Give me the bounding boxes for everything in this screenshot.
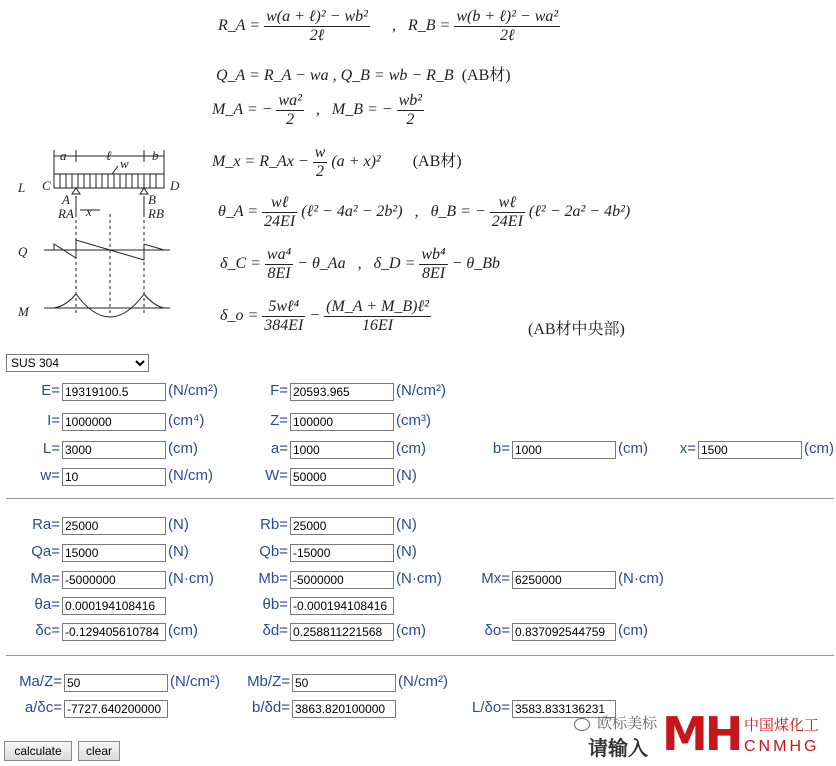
divider-2 [6,655,834,656]
L-unit: (cm) [168,440,198,457]
b-unit: (cm) [618,440,648,457]
row-l-label: L [18,180,26,195]
theta-b-output[interactable] [290,597,394,615]
Mx-output[interactable] [512,571,616,589]
clear-button[interactable]: clear [78,741,120,761]
Ma-unit: (N·cm) [168,570,214,587]
Z-label: Z= [270,412,288,429]
brand-logo-en: CNMHG [744,738,820,755]
formula-qa-qb: Q_A = R_A − wa , Q_B = wb − R_B (AB材) [216,67,511,84]
brand-logo-cn: 中国煤化工 [744,717,820,734]
a-unit: (cm) [396,440,426,457]
theta-a-label: θa= [34,596,60,613]
wechat-watermark: 欧标美标 [574,712,657,733]
F-label: F= [270,382,288,399]
I-label: I= [47,412,60,429]
mb-z-label: Mb/Z= [247,673,290,690]
delta-d-label: δd= [262,622,288,639]
beam-diagram [14,144,184,334]
point-b-label: B [148,192,156,207]
row-m-label: M [18,304,29,319]
w-unit: (N/cm) [168,467,213,484]
Rb-unit: (N) [396,516,417,533]
point-c-label: C [42,178,51,193]
theta-b-label: θb= [262,596,288,613]
wechat-icon [574,718,590,731]
brand-logo-mh: MH [662,707,741,761]
Rb-label: Rb= [260,516,288,533]
delta-o-output[interactable] [512,623,616,641]
delta-c-output[interactable] [62,623,166,641]
Ra-label: Ra= [32,516,60,533]
x-label: x= [679,440,696,457]
b-input[interactable] [512,441,616,459]
Qb-label: Qb= [259,543,288,560]
material-select[interactable] [6,354,149,372]
Ma-label: Ma= [30,570,60,587]
L-input[interactable] [62,441,166,459]
delta-d-unit: (cm) [396,622,426,639]
formula-rb: , R_B = $\frac{\text{w(b + ℓ)² − wa²}}{\text{2ℓ}}$ [392,8,559,44]
mb-z-output[interactable] [292,674,396,692]
reaction-a-label: RA [58,206,74,221]
ma-z-output[interactable] [64,674,168,692]
dim-l-label: ℓ [106,148,112,163]
row-q-label: Q [18,244,28,259]
delta-o-unit: (cm) [618,622,648,639]
W-input[interactable] [290,468,394,486]
point-d-label: D [170,178,180,193]
point-a-label: A [62,192,70,207]
Qb-output[interactable] [290,544,394,562]
b-label: b= [492,440,510,457]
I-unit: (cm⁴) [168,412,205,429]
load-w-label: w [120,156,129,171]
L-label: L= [42,440,60,457]
dim-b-label: b [152,148,159,163]
Mb-output[interactable] [290,571,394,589]
F-input[interactable] [290,383,394,401]
reaction-b-label: RB [148,206,164,221]
l-do-label: L/δo= [472,699,510,716]
divider-1 [6,498,834,499]
formula-ma-mb: M_A = − $\frac{\text{wa²}}{2}$ , M_B = − $\frac{\text{wb²}}{2}$ [212,92,423,128]
theta-a-output[interactable] [62,597,166,615]
E-label: E= [41,382,60,399]
dim-a-label: a [60,148,67,163]
delta-d-output[interactable] [290,623,394,641]
w-input[interactable] [62,468,166,486]
ma-z-label: Ma/Z= [19,673,62,690]
mb-z-unit: (N/cm²) [398,673,448,690]
Qa-label: Qa= [31,543,60,560]
Qa-unit: (N) [168,543,189,560]
x-dim-label: x [86,204,92,219]
Ra-unit: (N) [168,516,189,533]
E-input[interactable] [62,383,166,401]
formula-theta: θ_A = $\frac{\text{wℓ}}{24EI}$ (ℓ² − 4a² − 2b²) , θ_B = − $\frac{\text{wℓ}}{24EI}$ (ℓ² − 2a² − 4b²) [218,194,631,230]
Rb-output[interactable] [290,517,394,535]
Qb-unit: (N) [396,543,417,560]
x-input[interactable] [698,441,802,459]
Mb-unit: (N·cm) [396,570,442,587]
calculate-button[interactable]: calculate [4,741,72,761]
Mb-label: Mb= [258,570,288,587]
Ra-output[interactable] [62,517,166,535]
b-dd-label: b/δd= [252,699,290,716]
delta-c-label: δc= [35,622,60,639]
Ma-output[interactable] [62,571,166,589]
input-prompt-watermark: 请输入 [588,738,648,760]
Qa-output[interactable] [62,544,166,562]
w-label: w= [40,467,60,484]
a-input[interactable] [290,441,394,459]
W-label: W= [265,467,288,484]
a-label: a= [270,440,288,457]
a-dc-output[interactable] [64,700,168,718]
W-unit: (N) [396,467,417,484]
F-unit: (N/cm²) [396,382,446,399]
formula-delta-o-note: (AB材中央部) [528,321,625,338]
ma-z-unit: (N/cm²) [170,673,220,690]
formula-delta-o: δ_o = $\frac{\text{5wℓ⁴}}{384EI}$ − $\frac{\text{(M\_A + M\_B)ℓ²}}{16EI}$ [220,298,429,334]
Mx-label: Mx= [481,570,510,587]
I-input[interactable] [62,413,166,431]
formula-ra: R_A = $\frac{\text{w(a + ℓ)² − wb²}}{\text{2ℓ}}$ [218,8,368,44]
Z-input[interactable] [290,413,394,431]
b-dd-output[interactable] [292,700,396,718]
Z-unit: (cm³) [396,412,431,429]
a-dc-label: a/δc= [24,699,62,716]
formula-delta-cd: δ_C = $\frac{\text{wa⁴}}{8EI}$ − θ_Aa , δ_D = $\frac{\text{wb⁴}}{8EI}$ − θ_Bb [220,246,501,282]
Mx-unit: (N·cm) [618,570,664,587]
x-unit: (cm) [804,440,834,457]
E-unit: (N/cm²) [168,382,218,399]
delta-o-label: δo= [484,622,510,639]
formula-mx: M_x = R_Ax − $\frac{w}{2}$ (a + x)² (AB材) [212,144,462,180]
delta-c-unit: (cm) [168,622,198,639]
